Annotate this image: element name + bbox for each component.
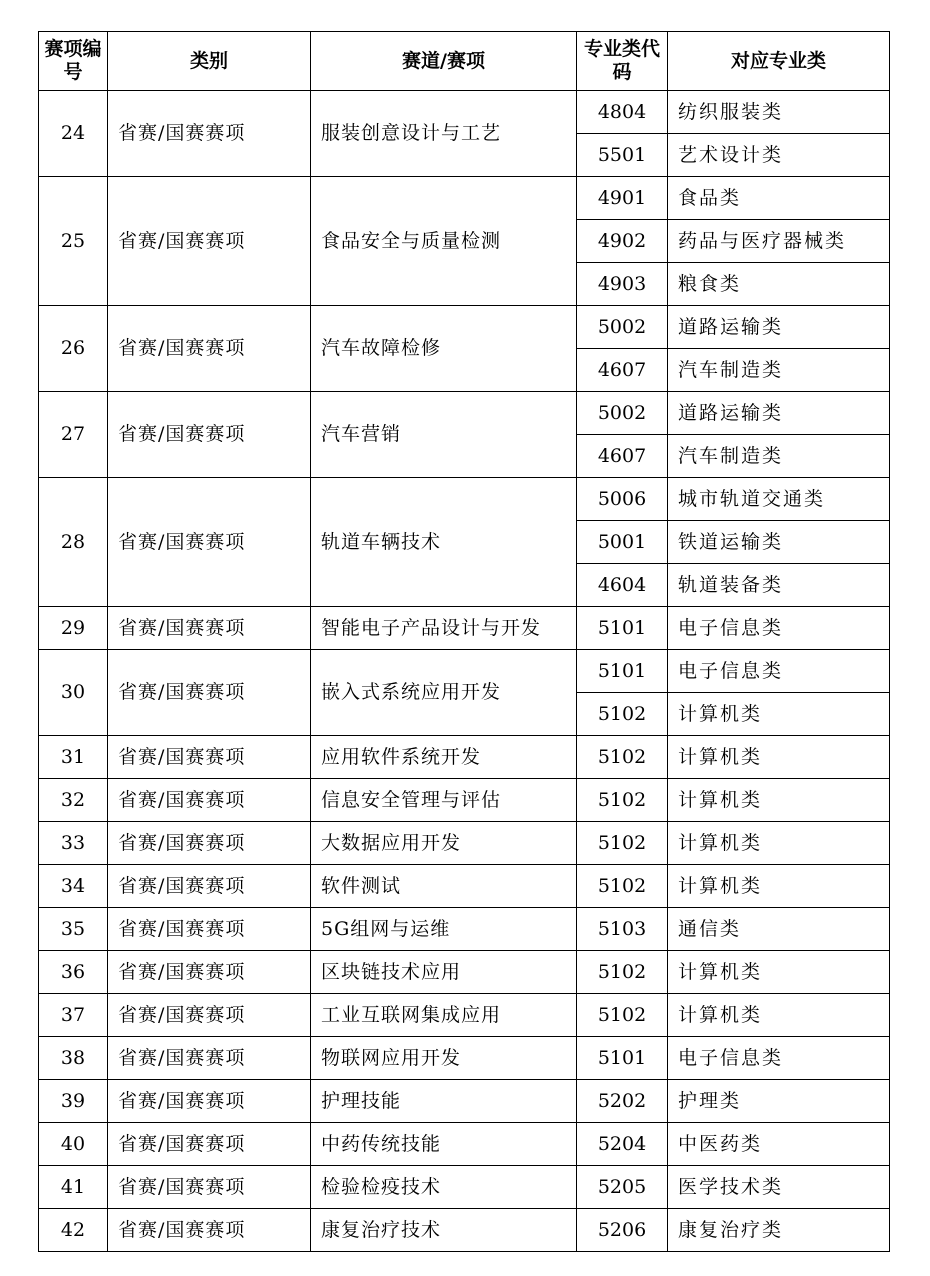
row-number: 26 (39, 306, 108, 392)
row-number: 41 (39, 1166, 108, 1209)
row-category: 省赛/国赛赛项 (108, 951, 311, 994)
row-number: 27 (39, 392, 108, 478)
row-major-code: 5101 (577, 650, 668, 693)
row-major-name: 道路运输类 (668, 392, 890, 435)
row-major-code: 5101 (577, 607, 668, 650)
row-major-code: 5102 (577, 736, 668, 779)
row-number: 25 (39, 177, 108, 306)
row-major-code: 4804 (577, 91, 668, 134)
row-track: 康复治疗技术 (311, 1209, 577, 1252)
row-major-code: 4607 (577, 349, 668, 392)
row-number: 35 (39, 908, 108, 951)
row-major-name: 铁道运输类 (668, 521, 890, 564)
row-track: 汽车故障检修 (311, 306, 577, 392)
header-row (39, 32, 890, 91)
row-track: 工业互联网集成应用 (311, 994, 577, 1037)
header-track: 赛道/赛项 (311, 32, 577, 91)
row-number: 32 (39, 779, 108, 822)
table-row (39, 865, 890, 908)
row-major-name: 计算机类 (668, 779, 890, 822)
row-category: 省赛/国赛赛项 (108, 91, 311, 177)
table-row (39, 908, 890, 951)
row-track: 智能电子产品设计与开发 (311, 607, 577, 650)
row-major-name: 轨道装备类 (668, 564, 890, 607)
row-track: 软件测试 (311, 865, 577, 908)
row-major-name: 电子信息类 (668, 650, 890, 693)
header-code: 专业类代码 (577, 32, 668, 91)
row-number: 42 (39, 1209, 108, 1252)
row-major-name: 纺织服装类 (668, 91, 890, 134)
row-major-code: 5102 (577, 865, 668, 908)
row-major-code: 5002 (577, 306, 668, 349)
row-track: 汽车营销 (311, 392, 577, 478)
row-track: 大数据应用开发 (311, 822, 577, 865)
row-track: 信息安全管理与评估 (311, 779, 577, 822)
row-major-name: 艺术设计类 (668, 134, 890, 177)
row-category: 省赛/国赛赛项 (108, 1080, 311, 1123)
table-row (39, 306, 890, 349)
row-number: 36 (39, 951, 108, 994)
table-row (39, 177, 890, 220)
row-major-name: 汽车制造类 (668, 435, 890, 478)
row-category: 省赛/国赛赛项 (108, 478, 311, 607)
row-major-name: 康复治疗类 (668, 1209, 890, 1252)
row-track: 食品安全与质量检测 (311, 177, 577, 306)
row-major-name: 电子信息类 (668, 1037, 890, 1080)
row-major-code: 5501 (577, 134, 668, 177)
row-major-name: 电子信息类 (668, 607, 890, 650)
row-track: 嵌入式系统应用开发 (311, 650, 577, 736)
row-major-code: 5206 (577, 1209, 668, 1252)
row-major-name: 粮食类 (668, 263, 890, 306)
row-category: 省赛/国赛赛项 (108, 865, 311, 908)
row-major-code: 5001 (577, 521, 668, 564)
row-category: 省赛/国赛赛项 (108, 306, 311, 392)
row-major-code: 5102 (577, 779, 668, 822)
row-track: 物联网应用开发 (311, 1037, 577, 1080)
table-row (39, 1080, 890, 1123)
table-row (39, 994, 890, 1037)
row-major-code: 4902 (577, 220, 668, 263)
row-major-name: 食品类 (668, 177, 890, 220)
table-row (39, 91, 890, 134)
header-category: 类别 (108, 32, 311, 91)
row-category: 省赛/国赛赛项 (108, 908, 311, 951)
row-number: 33 (39, 822, 108, 865)
row-track: 5G组网与运维 (311, 908, 577, 951)
table-row (39, 1037, 890, 1080)
row-major-code: 5205 (577, 1166, 668, 1209)
row-major-name: 城市轨道交通类 (668, 478, 890, 521)
row-category: 省赛/国赛赛项 (108, 392, 311, 478)
row-number: 34 (39, 865, 108, 908)
row-major-code: 5102 (577, 693, 668, 736)
row-major-name: 医学技术类 (668, 1166, 890, 1209)
row-major-name: 计算机类 (668, 951, 890, 994)
row-major-code: 5102 (577, 994, 668, 1037)
table-body (39, 91, 890, 1252)
competition-table (38, 31, 890, 1252)
row-category: 省赛/国赛赛项 (108, 994, 311, 1037)
row-major-name: 护理类 (668, 1080, 890, 1123)
row-major-code: 5002 (577, 392, 668, 435)
header-major: 对应专业类 (668, 32, 890, 91)
row-major-name: 计算机类 (668, 736, 890, 779)
row-number: 39 (39, 1080, 108, 1123)
row-major-name: 中医药类 (668, 1123, 890, 1166)
row-number: 38 (39, 1037, 108, 1080)
row-major-code: 5102 (577, 951, 668, 994)
row-track: 服装创意设计与工艺 (311, 91, 577, 177)
row-major-code: 5202 (577, 1080, 668, 1123)
row-major-name: 通信类 (668, 908, 890, 951)
table-row (39, 1123, 890, 1166)
table-row (39, 478, 890, 521)
row-category: 省赛/国赛赛项 (108, 779, 311, 822)
row-major-name: 道路运输类 (668, 306, 890, 349)
row-number: 29 (39, 607, 108, 650)
row-major-name: 计算机类 (668, 994, 890, 1037)
row-track: 护理技能 (311, 1080, 577, 1123)
row-major-code: 4607 (577, 435, 668, 478)
row-major-name: 药品与医疗器械类 (668, 220, 890, 263)
table-row (39, 650, 890, 693)
row-category: 省赛/国赛赛项 (108, 736, 311, 779)
row-category: 省赛/国赛赛项 (108, 822, 311, 865)
row-track: 检验检疫技术 (311, 1166, 577, 1209)
row-number: 24 (39, 91, 108, 177)
table-row (39, 779, 890, 822)
row-category: 省赛/国赛赛项 (108, 177, 311, 306)
row-number: 31 (39, 736, 108, 779)
table-row (39, 1209, 890, 1252)
table-row (39, 822, 890, 865)
row-major-code: 5204 (577, 1123, 668, 1166)
row-category: 省赛/国赛赛项 (108, 1037, 311, 1080)
row-major-name: 计算机类 (668, 693, 890, 736)
row-number: 37 (39, 994, 108, 1037)
row-number: 28 (39, 478, 108, 607)
row-category: 省赛/国赛赛项 (108, 1166, 311, 1209)
row-major-name: 计算机类 (668, 822, 890, 865)
row-major-code: 5102 (577, 822, 668, 865)
row-track: 中药传统技能 (311, 1123, 577, 1166)
table-row (39, 736, 890, 779)
row-category: 省赛/国赛赛项 (108, 1123, 311, 1166)
row-major-code: 5101 (577, 1037, 668, 1080)
table-row (39, 392, 890, 435)
row-major-name: 汽车制造类 (668, 349, 890, 392)
table-row (39, 607, 890, 650)
table-row (39, 951, 890, 994)
row-category: 省赛/国赛赛项 (108, 607, 311, 650)
row-major-name: 计算机类 (668, 865, 890, 908)
row-track: 区块链技术应用 (311, 951, 577, 994)
row-number: 30 (39, 650, 108, 736)
row-major-code: 5103 (577, 908, 668, 951)
row-track: 应用软件系统开发 (311, 736, 577, 779)
table-row (39, 1166, 890, 1209)
row-track: 轨道车辆技术 (311, 478, 577, 607)
row-number: 40 (39, 1123, 108, 1166)
row-major-code: 4604 (577, 564, 668, 607)
row-category: 省赛/国赛赛项 (108, 650, 311, 736)
header-num: 赛项编号 (39, 32, 108, 91)
row-major-code: 5006 (577, 478, 668, 521)
row-major-code: 4901 (577, 177, 668, 220)
row-category: 省赛/国赛赛项 (108, 1209, 311, 1252)
row-major-code: 4903 (577, 263, 668, 306)
